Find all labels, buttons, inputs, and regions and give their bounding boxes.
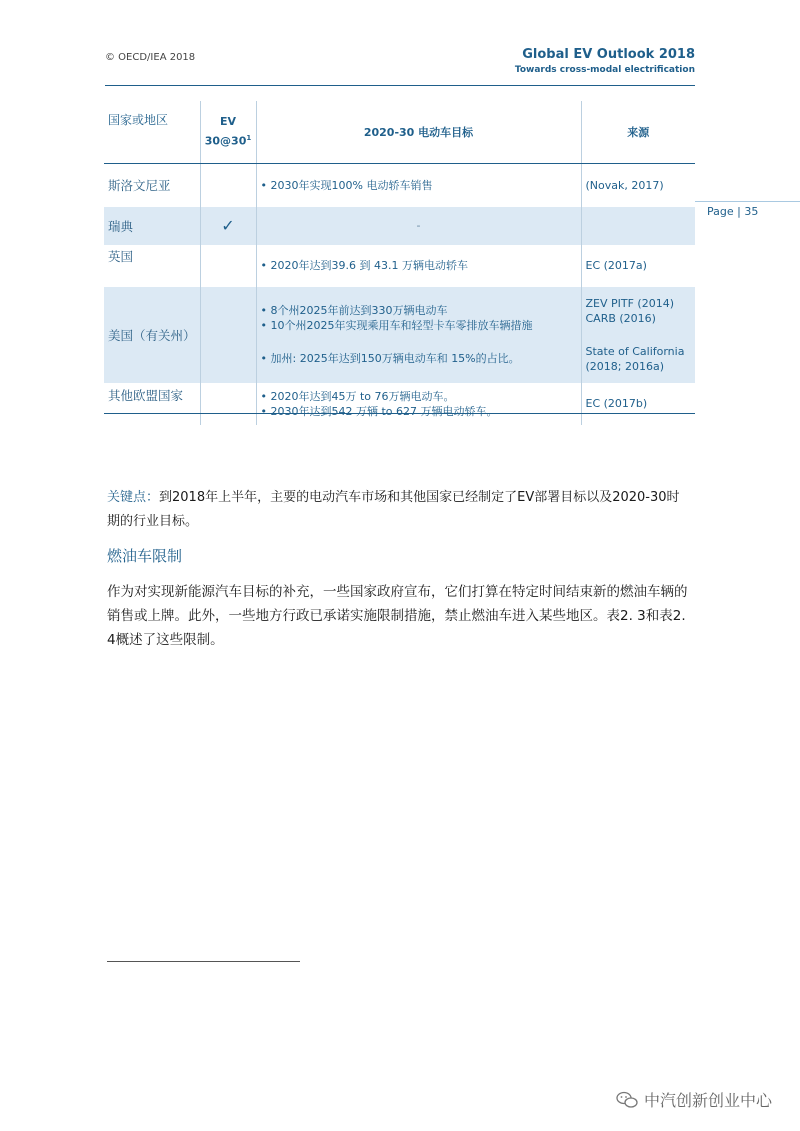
target-item: • 2020年达到45万 to 76万辆电动车。: [261, 389, 577, 404]
watermark: [616, 1088, 772, 1111]
row-source: [581, 287, 695, 383]
source-item: State of California (2018; 2016a): [585, 344, 685, 373]
row-country: 美国（有关州）: [104, 287, 200, 383]
row-source: (Novak, 2017): [585, 178, 664, 192]
report-subtitle: Towards cross-modal electrification: [514, 65, 695, 75]
row-check: [200, 164, 256, 207]
table-row: [104, 287, 695, 383]
header-divider: [105, 85, 695, 86]
key-point-paragraph: [107, 486, 692, 534]
row-check: [200, 245, 256, 287]
table-row: [104, 164, 695, 207]
check-mark-icon: ✓: [200, 207, 256, 245]
header-ev30-sub: 30@30: [204, 134, 247, 148]
row-check: [200, 287, 256, 383]
header-ev30-main: EV: [219, 115, 237, 129]
row-source: [581, 207, 695, 245]
footnote-marker: 1: [246, 134, 252, 143]
row-country: 瑞典: [104, 207, 200, 245]
target-item: • 2030年实现100% 电动轿车销售: [261, 178, 577, 193]
key-point-label: 关键点：: [107, 490, 160, 505]
table-header-row: [104, 101, 695, 164]
header-source: 来源: [581, 101, 695, 164]
page-number-tab: [695, 199, 800, 225]
row-targets: [256, 207, 581, 245]
row-source: EC (2017b): [585, 397, 648, 410]
target-item: • 2030年达到542 万辆 to 627 万辆电动轿车。: [261, 404, 577, 419]
row-country: 其他欧盟国家: [104, 383, 200, 425]
target-item: • 8个州2025年前达到330万辆电动车: [261, 303, 577, 318]
section-heading: 燃油车限制: [107, 547, 183, 565]
header-ev30: [200, 101, 256, 164]
key-point-text: 到2018年上半年，主要的电动汽车市场和其他国家已经制定了EV部署目标以及2020-30时期的行业目标。: [107, 490, 680, 529]
source-item: CARB (2016): [585, 311, 656, 325]
row-targets: [256, 383, 581, 425]
table-row: [104, 383, 695, 425]
row-country: 斯洛文尼亚: [104, 164, 200, 207]
report-title: Global EV Outlook 2018: [522, 47, 695, 62]
header-country: 国家或地区: [104, 101, 200, 164]
wechat-icon: [616, 1091, 638, 1109]
row-targets: [256, 287, 581, 383]
target-item: • 10个州2025年实现乘用车和轻型卡车零排放车辆措施: [261, 318, 577, 333]
row-targets: [256, 164, 581, 207]
table-row: [104, 207, 695, 245]
row-source: EC (2017a): [585, 259, 647, 272]
report-header: [515, 47, 695, 75]
ev-targets-table: [104, 101, 695, 425]
table-row: [104, 245, 695, 287]
page-number: Page | 35: [707, 205, 759, 218]
table-bottom-rule: [104, 413, 695, 414]
watermark-text: 中汽创新创业中心: [643, 1091, 772, 1110]
footnote-divider: [107, 961, 300, 962]
row-check: [200, 383, 256, 425]
row-country: 英国: [104, 245, 200, 287]
row-targets: [256, 245, 581, 287]
target-item: • 2020年达到39.6 到 43.1 万辆电动轿车: [261, 258, 577, 273]
body-paragraph: 作为对实现新能源汽车目标的补充，一些国家政府宣布，它们打算在特定时间结束新的燃油车辆的销售或上牌。此外，一些地方行政已承诺实施限制措施，禁止燃油车进入某些地区。表2. 3和表2. 4概述了这些限制。: [107, 584, 688, 648]
target-item: -: [416, 219, 421, 232]
copyright-notice: © OECD/IEA 2018: [105, 52, 196, 63]
header-target: 2020-30 电动车目标: [256, 101, 581, 164]
source-item: ZEV PITF (2014): [585, 296, 675, 310]
target-item: • 加州: 2025年达到150万辆电动车和 15%的占比。: [261, 351, 577, 366]
